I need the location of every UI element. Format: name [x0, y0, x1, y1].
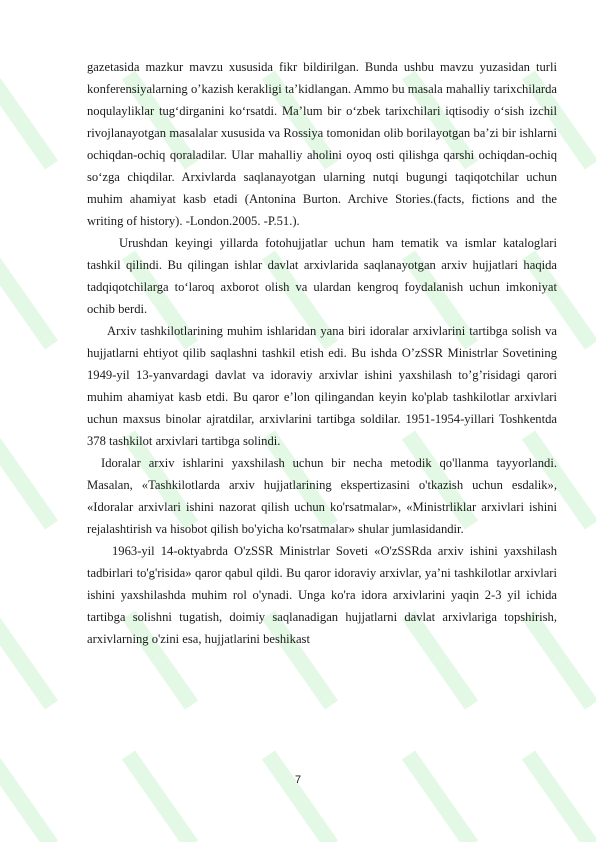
watermark-stripe	[0, 70, 58, 169]
paragraph-2: Urushdan keyingi yillarda fotohujjatlar uchun ham tematik va ismlar kataloglari tashkil qilindi. Bu qilingan ishlar davlat arxivlarida saqlanayotgan arxiv hujjatlari haqida tadqiqotchilarga to‘laroq axborot olish va ulardan kengroq foydalanish uchun imkoniyat ochib berdi.	[87, 236, 557, 316]
watermark-stripe	[522, 750, 596, 842]
watermark-stripe	[0, 250, 58, 349]
paragraph-4: Idoralar arxiv ishlarini yaxshilash uchun bir necha metodik qo'llanma tayyorlandi. Masalan, «Tashkilotlarda arxiv hujjatlarining ekspertizasini o'tkazish uchun esdalik», «Idoralar arxivlari ishini nazorat qilish uchun ko'rsatmalar», «Ministrliklar arxivlari ishini rejalashtirish va hisobot qilish bo'yicha ko'rsatmalar» shular jumlasidandir.	[87, 456, 557, 536]
paragraph-5: 1963-yil 14-oktyabrda O'zSSR Ministrlar Soveti «O'zSSRda arxiv ishini yaxshilash tadbirlari to'g'risida» qaror qabul qildi. Bu qaror idoraviy arxivlar, ya’ni tashkilotlar arxivlari ishini yaxshilashda muhim rol o'ynadi. Unga ko'ra idora arxivlarini yaqin 2-3 yil ichida tartibga solishni tugatish, doimiy saqlanadigan hujjatlarni davlat arxivlariga topshirish, arxivlarning o'zini esa, hujjatlarini beshikast	[87, 544, 557, 646]
paragraph-1: gazetasida mazkur mavzu xususida fikr bildirilgan. Bunda ushbu mavzu yuzasidan turli konferensiyalarning o’kazish kerakligi ta’kidlangan. Ammo bu masala mahalliy tarixchilarda noqulayliklar tug‘dirganini ko‘rsatdi. Ma’lum bir o‘zbek tarixchilari iqtisodiy o‘sish izchil rivojlanayotgan masalalar xususida va Rossiya tomonidan olib borilayotgan ba’zi bir ishlarni ochiqdan-ochiq qoraladilar. Ular mahalliy aholini oyoq osti qilishga qarshi ochiqdan-ochiq so‘zga chiqdilar. Arxivlarda saqlanayotgan ularning nutqi bugungi taqiqotchilar uchun muhim ahamiyat kasb etadi (Antonina Burton. Archive Stories.(facts, fictions and the writing of history). -London.2005. -P.51.).	[87, 60, 557, 228]
watermark-stripe	[402, 750, 478, 842]
paragraph-3: Arxiv tashkilotlarining muhim ishlaridan yana biri idoralar arxivlarini tartibga solish va hujjatlarni ehtiyot qilib saqlashni tashkil etish edi. Bu ishda O’zSSR Ministrlar Sovetining 1949-yil 13-yanvardagi davlat va idoraviy arxivlar ishini yaxshilash to’g’risidagi qarori muhim ahamiyat kasb etdi. Bu qaror e’lon qilingandan keyin ko'plab tashkilotlar arxivlari uchun maxsus binolar ajratdilar, arxivlarini tartibga soldilar. 1951-1954-yillari Toshkentda 378 tashkilot arxivlari tartibga solindi.	[87, 324, 557, 448]
watermark-stripe	[0, 610, 58, 709]
watermark-stripe	[0, 750, 58, 842]
watermark-stripe	[0, 430, 58, 529]
watermark-stripe	[262, 750, 338, 842]
page-number: 7	[294, 774, 302, 786]
watermark-stripe	[122, 750, 198, 842]
document-page	[87, 56, 557, 650]
